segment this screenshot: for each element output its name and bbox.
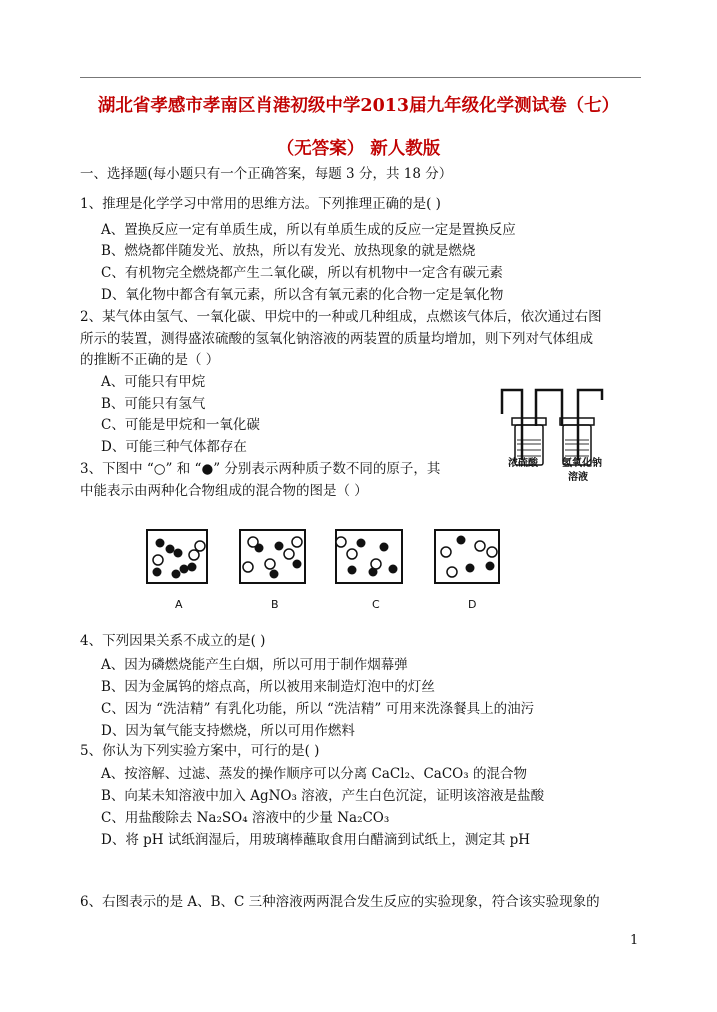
q5-option-a: A、按溶解、过滤、蒸发的操作顺序可以分离 CaCl₂、CaCO₃ 的混合物 [101,766,527,782]
label-solution: 溶液 [568,472,588,483]
page-title: 湖北省孝感市孝南区肖港初级中学2013届九年级化学测试卷（七） [97,96,620,116]
q2-option-b: B、可能只有氢气 [101,396,206,412]
header-rule [80,77,641,78]
q1-option-c: C、有机物完全燃烧都产生二氧化碳，所以有机物中一定含有碳元素 [101,265,503,281]
q4-option-c: C、因为 “洗洁精” 有乳化功能，所以 “洗洁精” 可用来洗涤餐具上的油污 [101,701,535,717]
q1-option-d: D、氧化物中都含有氧元素，所以含有氧元素的化合物一定是氧化物 [101,287,504,303]
q2-stem-line2: 所示的装置，测得盛浓硫酸的氢氧化钠溶液的两装置的质量均增加，则下列对气体组成 [80,331,593,347]
q5-option-d: D、将 pH 试纸润湿后，用玻璃棒蘸取食用白醋滴到试纸上，测定其 pH [101,832,531,848]
figure-label-c: C [372,598,380,611]
label-sodium-hydroxide: 氢氧化钠 [562,458,602,469]
q4-stem: 4、下列因果关系不成立的是( ) [80,633,266,649]
q1-option-b: B、燃烧都伴随发光、放热，所以有发光、放热现象的就是燃烧 [101,243,476,259]
q5-option-b: B、向某未知溶液中加入 AgNO₃ 溶液，产生白色沉淀，证明该溶液是盐酸 [101,788,545,804]
q4-option-d: D、因为氧气能支持燃烧，所以可用作燃料 [101,723,355,739]
q1-stem: 1、推理是化学学习中常用的思维方法。下列推理正确的是( ) [80,196,441,212]
page-subtitle: （无答案） 新人教版 [276,139,441,159]
figure-label-b: B [271,598,279,611]
q4-option-b: B、因为金属钨的熔点高，所以被用来制造灯泡中的灯丝 [101,679,435,695]
figure-label-d: D [468,598,477,611]
q4-option-a: A、因为磷燃烧能产生白烟，所以可用于制作烟幕弹 [101,657,408,673]
q5-stem: 5、你认为下列实验方案中，可行的是( ) [80,743,320,759]
q2-option-c: C、可能是甲烷和一氧化碳 [101,417,260,433]
q3-stem-line2: 中能表示由两种化合物组成的混合物的图是（ ） [80,483,368,499]
q6-stem: 6、右图表示的是 A、B、C 三种溶液两两混合发生反应的实验现象，符合该实验现象的 [80,894,600,910]
q1-option-a: A、置换反应一定有单质生成，所以有单质生成的反应一定是置换反应 [101,222,516,238]
molecule-boxes-figure [140,522,520,618]
q2-option-a: A、可能只有甲烷 [101,374,206,390]
gas-washing-bottles-figure [498,380,608,485]
q2-stem-line3: 的推断不正确的是（ ） [80,352,220,368]
q3-stem-line1: 3、下图中 “○” 和 “●” 分别表示两种质子数不同的原子，其 [80,461,441,477]
page-number: 1 [630,933,639,948]
section-heading: 一、选择题(每小题只有一个正确答案，每题 3 分，共 18 分） [80,166,453,182]
q5-option-c: C、用盐酸除去 Na₂SO₄ 溶液中的少量 Na₂CO₃ [101,810,390,826]
figure-label-a: A [175,598,183,611]
q2-option-d: D、可能三种气体都存在 [101,439,247,455]
label-conc-sulfuric-acid: 浓硫酸 [508,458,538,469]
q2-stem-line1: 2、某气体由氢气、一氧化碳、甲烷中的一种或几种组成，点燃该气体后，依次通过右图 [80,309,602,325]
